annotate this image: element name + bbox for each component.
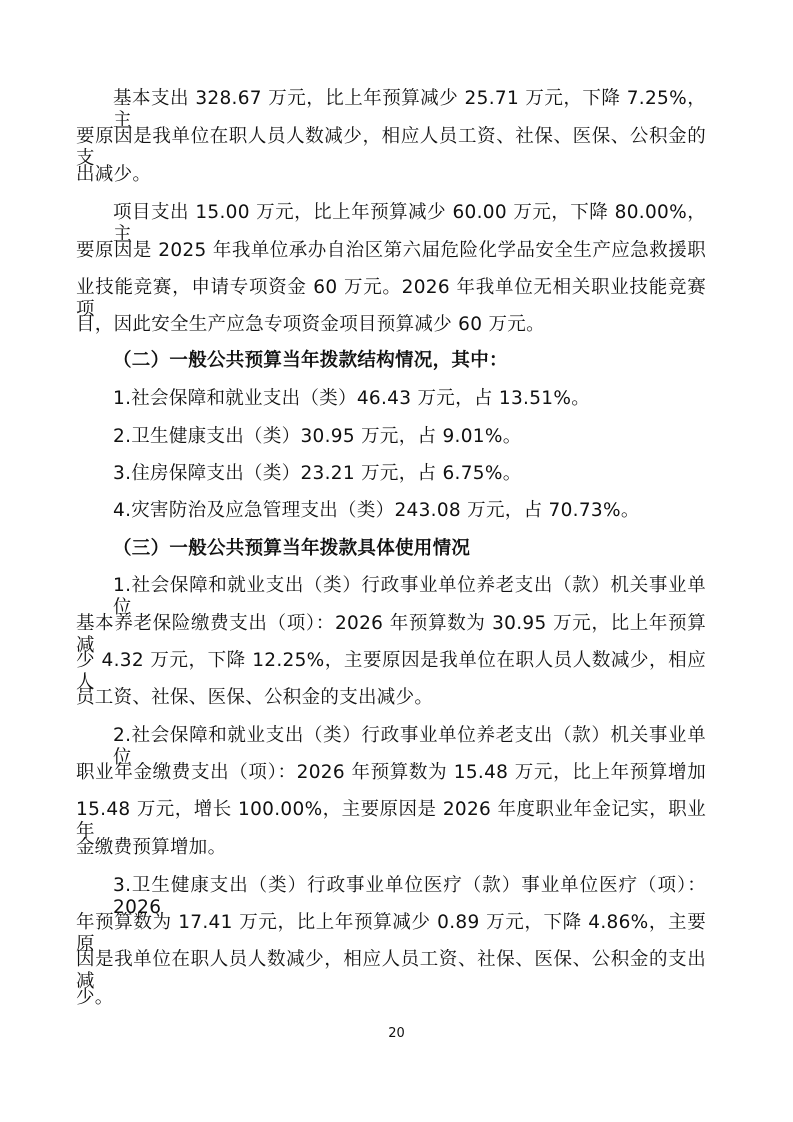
section-heading-structure: （二）一般公共预算当年拨款结构情况，其中： [113, 350, 508, 371]
paragraph-project-expenditure-line-3: 业技能竞赛，申请专项资金 60 万元。2026 年我单位无相关职业技能竞赛项 [76, 277, 706, 320]
usage-item-1-line-3: 少 4.32 万元，下降 12.25%，主要原因是我单位在职人员人数减少，相应人 [76, 650, 706, 693]
paragraph-basic-expenditure-line-2: 要原因是我单位在职人员人数减少，相应人员工资、社保、医保、公积金的支 [76, 126, 706, 169]
structure-item-disaster-prevention: 4.灾害防治及应急管理支出（类）243.08 万元，占 70.73%。 [113, 500, 640, 521]
page-number: 20 [388, 1026, 405, 1041]
usage-item-2-line-1: 2.社会保障和就业支出（类）行政事业单位养老支出（款）机关事业单位 [113, 725, 706, 768]
usage-item-2-line-4: 金缴费预算增加。 [76, 837, 227, 858]
usage-item-1-line-1: 1.社会保障和就业支出（类）行政事业单位养老支出（款）机关事业单位 [113, 575, 706, 618]
paragraph-project-expenditure-line-1: 项目支出 15.00 万元，比上年预算减少 60.00 万元，下降 80.00%，主 [113, 202, 706, 245]
usage-item-2-line-3: 15.48 万元，增长 100.00%，主要原因是 2026 年度职业年金记实，职业年 [76, 799, 706, 842]
paragraph-project-expenditure-line-4: 目，因此安全生产应急专项资金项目预算减少 60 万元。 [76, 314, 545, 335]
usage-item-3-line-2: 年预算数为 17.41 万元，比上年预算减少 0.89 万元，下降 4.86%，主要原 [76, 912, 706, 955]
paragraph-basic-expenditure-line-1: 基本支出 328.67 万元，比上年预算减少 25.71 万元，下降 7.25%，主 [113, 88, 706, 131]
usage-item-3-line-1: 3.卫生健康支出（类）行政事业单位医疗（款）事业单位医疗（项）：2026 [113, 875, 706, 918]
paragraph-basic-expenditure-line-3: 出减少。 [76, 164, 152, 185]
section-heading-usage: （三）一般公共预算当年拨款具体使用情况 [113, 538, 471, 559]
usage-item-1-line-4: 员工资、社保、医保、公积金的支出减少。 [76, 687, 434, 708]
usage-item-2-line-2: 职业年金缴费支出（项）：2026 年预算数为 15.48 万元，比上年预算增加 [76, 762, 706, 783]
usage-item-1-line-2: 基本养老保险缴费支出（项）：2026 年预算数为 30.95 万元，比上年预算减 [76, 613, 706, 656]
structure-item-health: 2.卫生健康支出（类）30.95 万元，占 9.01%。 [113, 426, 522, 447]
paragraph-project-expenditure-line-2: 要原因是 2025 年我单位承办自治区第六届危险化学品安全生产应急救援职 [76, 240, 706, 261]
structure-item-housing: 3.住房保障支出（类）23.21 万元，占 6.75%。 [113, 463, 522, 484]
usage-item-3-line-3: 因是我单位在职人员人数减少，相应人员工资、社保、医保、公积金的支出减 [76, 949, 706, 992]
structure-item-social-security: 1.社会保障和就业支出（类）46.43 万元，占 13.51%。 [113, 388, 591, 409]
usage-item-3-line-4: 少。 [76, 987, 114, 1008]
